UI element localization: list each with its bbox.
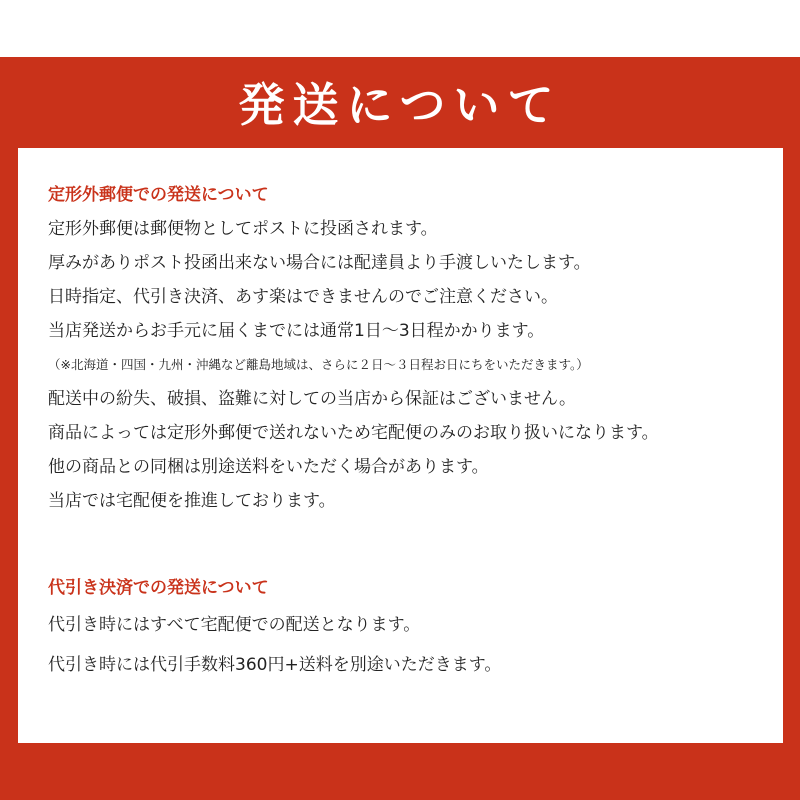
content-panel — [18, 148, 783, 743]
text-line: 日時指定、代引き決済、あす楽はできませんのでご注意ください。 — [48, 287, 558, 307]
section-standard-mail — [48, 178, 659, 518]
section-heading: 定形外郵便での発送について — [48, 185, 269, 205]
text-line: 当店では宅配便を推進しております。 — [48, 491, 336, 511]
text-line: 当店発送からお手元に届くまでには通常1日～3日程かかります。 — [48, 321, 545, 341]
text-note: （※北海道・四国・九州・沖縄など離島地域は、さらに２日～３日程お日にちをいただきます。） — [48, 357, 589, 372]
text-line: 他の商品との同梱は別途送料をいただく場合があります。 — [48, 457, 489, 477]
text-line: 代引き時にはすべて宅配便での配送となります。 — [48, 615, 421, 635]
text-line: 厚みがありポスト投函出来ない場合には配達員より手渡しいたします。 — [48, 253, 591, 273]
banner-title: 発送について — [238, 78, 562, 132]
text-line: 定形外郵便は郵便物としてポストに投函されます。 — [48, 219, 438, 239]
text-line: 配送中の紛失、破損、盗難に対しての当店から保証はございません。 — [48, 389, 577, 409]
section-cod — [48, 571, 501, 685]
text-line: 代引き時には代引手数料360円+送料を別途いただきます。 — [48, 655, 502, 675]
section-heading: 代引き決済での発送について — [48, 578, 269, 598]
text-line: 商品によっては定形外郵便で送れないため宅配便のみのお取り扱いになります。 — [48, 423, 659, 443]
